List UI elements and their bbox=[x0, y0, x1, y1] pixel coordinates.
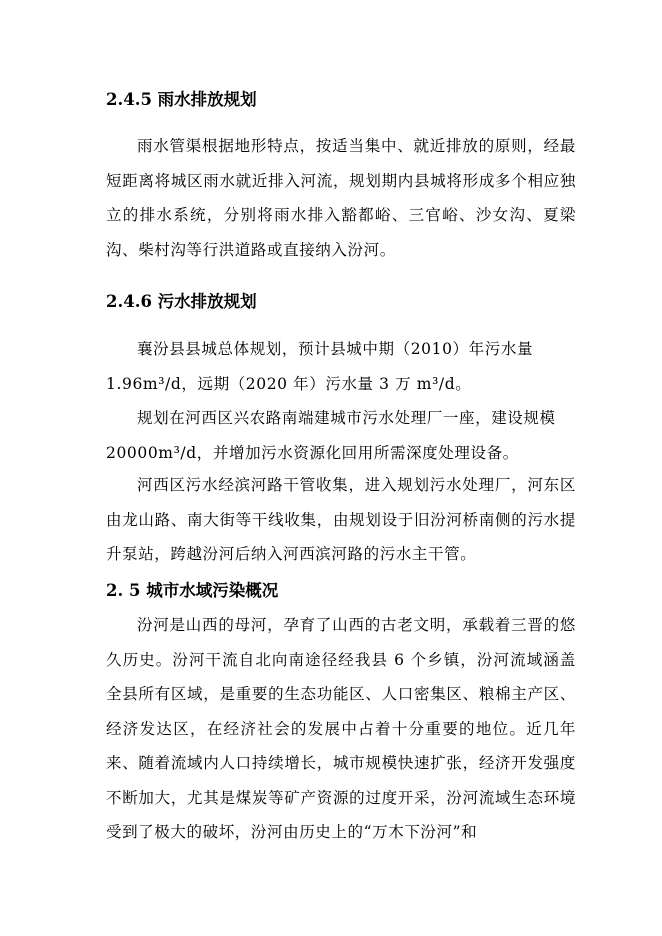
paragraph-rainwater: 雨水管渠根据地形特点，按适当集中、就近排放的原则，经最短距离将城区雨水就近排入河流，规划期内县城将形成多个相应独立的排水系统，分别将雨水排入豁都峪、三官峪、沙女沟、夏梁沟、柴村沟等行洪道路或直接纳入汾河。 bbox=[106, 137, 576, 259]
paragraph-treatment-plant-line2: 20000m³/d，并增加污水资源化回用所需深度处理设备。 bbox=[106, 444, 519, 462]
paragraph-sewage-volume-line2: 1.96m³/d，远期（2020 年）污水量 3 万 m³/d。 bbox=[106, 375, 472, 393]
paragraph-sewage-volume-line1: 襄汾县县城总体规划，预计县城中期（2010）年污水量 bbox=[137, 340, 534, 358]
heading-2-4-5: 2.4.5 雨水排放规划 bbox=[106, 90, 257, 109]
heading-2-5: 2. 5 城市水域污染概况 bbox=[106, 581, 279, 600]
paragraph-water-pollution: 汾河是山西的母河，孕育了山西的古老文明，承载着三晋的悠久历史。汾河干流自北向南途径经我县 6 个乡镇，汾河流域涵盖全县所有区域，是重要的生态功能区、人口密集区、粮棉主产区、经济发达区，在经济社会的发展中占着十分重要的地位。近几年来、随着流域内人口持续增长，城市规模快速扩张，经济开发强度不断加大，尤其是煤炭等矿产资源的过度开采，汾河流域生态环境受到了极大的破坏，汾河由历史上的“万木下汾河”和 bbox=[106, 616, 576, 841]
heading-2-4-6: 2.4.6 污水排放规划 bbox=[106, 292, 257, 311]
paragraph-sewage-collection: 河西区污水经滨河路干管收集，进入规划污水处理厂，河东区由龙山路、南大街等干线收集，由规划设于旧汾河桥南侧的污水提升泵站，跨越汾河后纳入河西滨河路的污水主干管。 bbox=[106, 476, 576, 563]
paragraph-treatment-plant-line1: 规划在河西区兴农路南端建城市污水处理厂一座，建设规模 bbox=[137, 409, 556, 427]
